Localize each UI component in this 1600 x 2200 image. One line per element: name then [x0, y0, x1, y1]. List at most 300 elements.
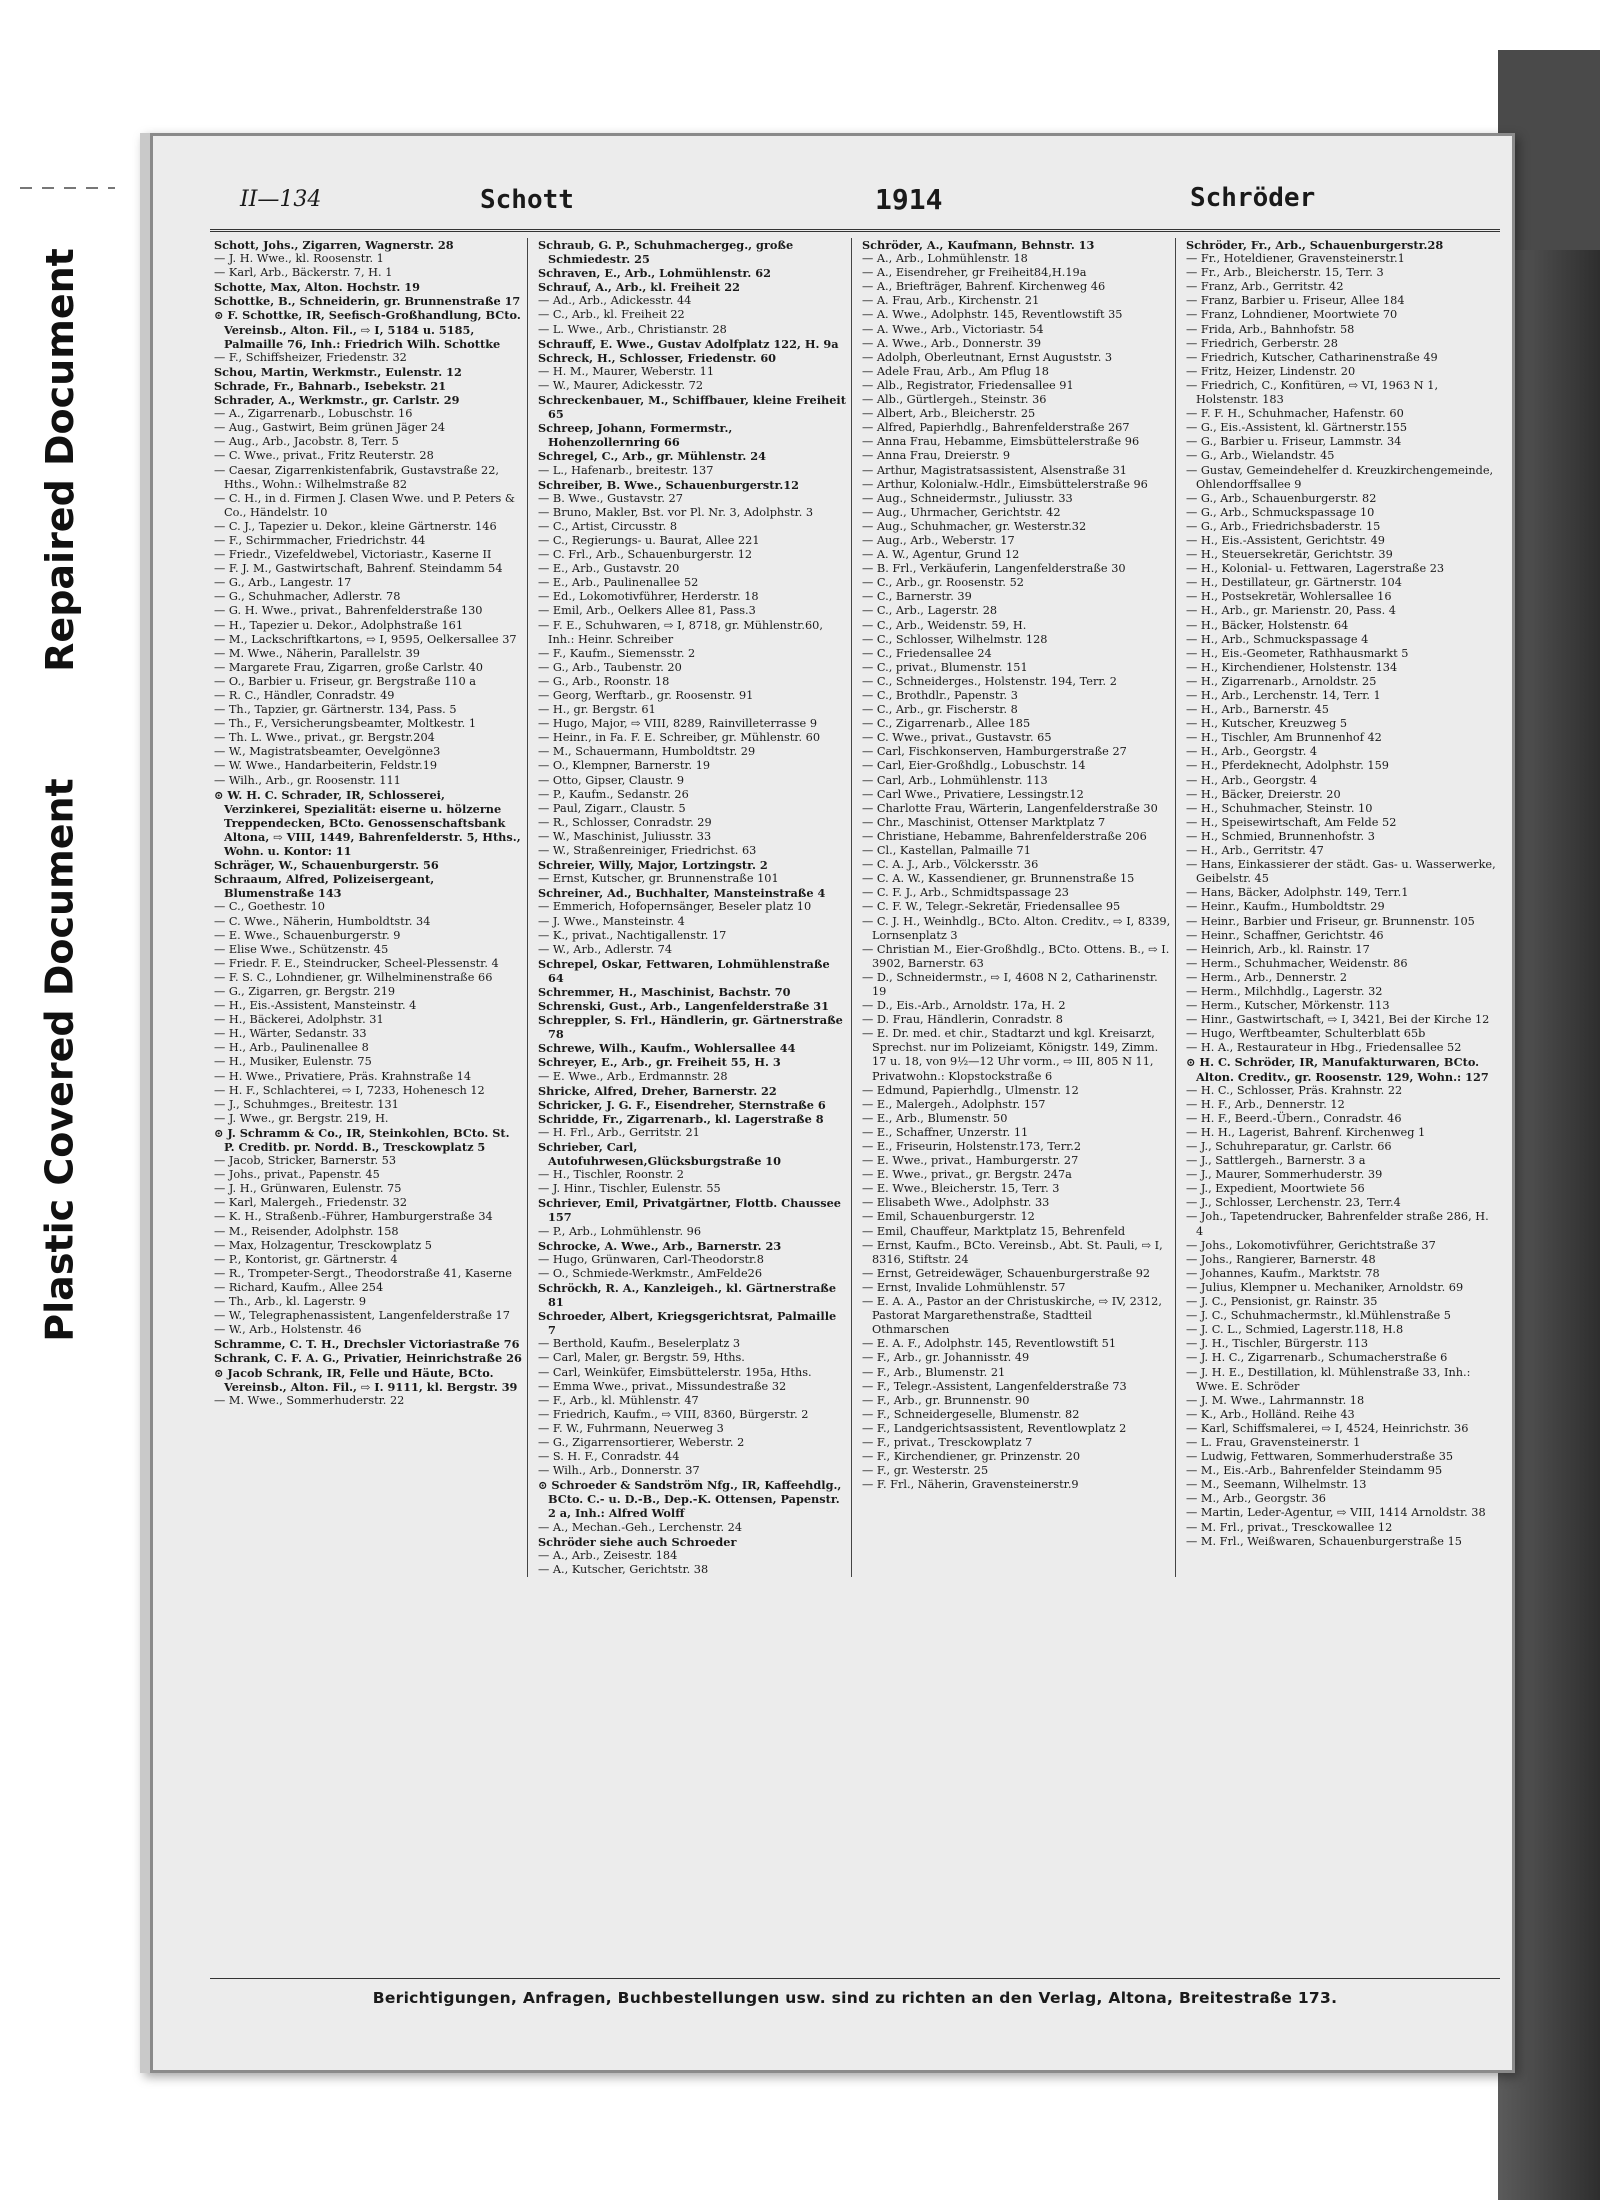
directory-entry: — F., Arb., gr. Johannisstr. 49: [862, 1351, 1030, 1365]
directory-entry: — H., Tischler, Am Brunnenhof 42: [1186, 731, 1382, 745]
directory-entry: — H. M., Maurer, Weberstr. 11: [538, 364, 715, 378]
directory-entry: — C., Schneiderges., Holstenstr. 194, Terr. 2: [862, 674, 1117, 688]
directory-entry: — J., Maurer, Sommerhuderstr. 39: [1186, 1168, 1383, 1182]
directory-entry: Schreep, Johann, Formermstr., Hohenzollernring 66: [538, 421, 733, 450]
directory-entry: — F., Telegr.-Assistent, Langenfelderstraße 73: [862, 1379, 1127, 1393]
directory-entry: Schregel, C., Arb., gr. Mühlenstr. 24: [538, 449, 767, 464]
directory-entry: — H., Kirchendiener, Holstenstr. 134: [1186, 660, 1398, 674]
directory-entry: — B. Wwe., Gustavstr. 27: [538, 491, 683, 505]
directory-entry: — Aug., Schneidermstr., Juliusstr. 33: [862, 491, 1073, 505]
directory-entry: — M. Frl., privat., Tresckowallee 12: [1186, 1520, 1393, 1534]
directory-entry: Schröckh, R. A., Kanzleigeh., kl. Gärtnerstraße 81: [538, 1280, 837, 1310]
directory-entry: — Ludwig, Fettwaren, Sommerhuderstraße 35: [1186, 1450, 1454, 1464]
directory-entry: — Bruno, Makler, Bst. vor Pl. Nr. 3, Adolphstr. 3: [538, 505, 814, 519]
directory-entry: Schrade, Fr., Bahnarb., Isebekstr. 21: [214, 378, 447, 393]
directory-entry: — R., Trompeter-Sergt., Theodorstraße 41, Kaserne: [214, 1266, 512, 1280]
directory-entry: — Franz, Arb., Gerritstr. 42: [1186, 280, 1344, 294]
directory-entry: — E., Arb., Paulinenallee 52: [538, 576, 699, 590]
directory-entry: — C. A. W., Kassendiener, gr. Brunnenstraße 15: [862, 872, 1135, 886]
directory-entry: — Hans, Bäcker, Adolphstr. 149, Terr.1: [1186, 886, 1409, 900]
directory-entry: — P., Kaufm., Sedanstr. 26: [538, 787, 689, 801]
directory-entry: — H., Bäcker, Holstenstr. 64: [1186, 618, 1349, 632]
directory-entry: — G., Eis.-Assistent, kl. Gärtnerstr.155: [1186, 421, 1408, 435]
directory-entry: — F., Schirmmacher, Friedrichstr. 44: [214, 533, 426, 547]
directory-entry: — F., Landgerichtsassistent, Reventlowplatz 2: [862, 1421, 1127, 1435]
directory-entry: — G., Zigarrensortierer, Weberstr. 2: [538, 1435, 745, 1449]
directory-entry: Schreiber, B. Wwe., Schauenburgerstr.12: [538, 477, 800, 492]
directory-entry: — Heinr., Barbier und Friseur, gr. Brunnenstr. 105: [1186, 914, 1475, 928]
directory-entry: — C. Wwe., privat., Fritz Reuterstr. 28: [214, 449, 434, 463]
directory-entry: — H., Arb., Georgstr. 4: [1186, 773, 1318, 787]
directory-entry: — Herm., Arb., Dennerstr. 2: [1186, 970, 1348, 984]
directory-entry: — Adele Frau, Arb., Am Pflug 18: [862, 364, 1049, 378]
directory-entry: — M., Lackschriftkartons, ⇨ I, 9595, Oelkersallee 37: [214, 632, 517, 646]
directory-entry: — H. F., Arb., Dennerstr. 12: [1186, 1097, 1345, 1111]
directory-entry: — Karl, Schiffsmalerei, ⇨ I, 4524, Heinrichstr. 36: [1186, 1421, 1469, 1435]
directory-entry: — C., Artist, Circusstr. 8: [538, 519, 678, 533]
directory-entry: — K. H., Straßenb.-Führer, Hamburgerstraße 34: [214, 1210, 493, 1224]
directory-entry: — R. C., Händler, Conradstr. 49: [214, 689, 395, 702]
directory-entry: — Karl, Arb., Bäckerstr. 7, H. 1: [214, 266, 393, 280]
page-header: [210, 183, 1500, 232]
directory-entry: — H., Kolonial- u. Fettwaren, Lagerstraße 23: [1186, 562, 1445, 576]
directory-entry: — D., Schneidermstr., ⇨ I, 4608 N 2, Catharinenstr. 19: [862, 970, 1158, 998]
directory-entry: Schrocke, A. Wwe., Arb., Barnerstr. 23: [538, 1238, 782, 1253]
directory-entry: — Friedrich, Kutscher, Catharinenstraße 49: [1186, 350, 1438, 364]
directory-entry: — Emil, Chauffeur, Marktplatz 15, Behrenfeld: [862, 1224, 1126, 1238]
directory-entry: — H., Schuhmacher, Steinstr. 10: [1186, 801, 1373, 815]
directory-entry: — O., Klempner, Barnerstr. 19: [538, 759, 711, 773]
directory-entry: — F. E., Schuhwaren, ⇨ I, 8718, gr. Mühlenstr.60, Inh.: Heinr. Schreiber: [538, 618, 823, 646]
directory-entry: — C. Frl., Arb., Schauenburgerstr. 12: [538, 548, 753, 562]
directory-entry: — D., Eis.-Arb., Arnoldstr. 17a, H. 2: [862, 999, 1066, 1013]
directory-entry: — Aug., Uhrmacher, Gerichtstr. 42: [862, 505, 1061, 519]
directory-entry: — L., Hafenarb., breitestr. 137: [538, 463, 714, 477]
directory-entry: ⊙ H. C. Schröder, IR, Manufakturwaren, BCto. Alton. Creditv., gr. Roosenstr. 129, Wohn.: 127: [1186, 1055, 1489, 1084]
directory-entry: — F., Arb., gr. Brunnenstr. 90: [862, 1393, 1030, 1407]
directory-entry: — Carl, Weinküfer, Eimsbüttelerstr. 195a, Hths.: [538, 1365, 812, 1379]
directory-entry: — Franz, Barbier u. Friseur, Allee 184: [1186, 294, 1405, 308]
directory-entry: — C., Zigarrenarb., Allee 185: [862, 717, 1031, 731]
directory-entry: — K., privat., Nachtigallenstr. 17: [538, 928, 727, 942]
directory-entry: — W., Arb., Adlerstr. 74: [538, 942, 673, 956]
directory-entry: ⊙ J. Schramm & Co., IR, Steinkohlen, BCto. St. P. Creditb. pr. Nordd. B., Tresckowplatz 5: [214, 1125, 510, 1154]
directory-entry: — Berthold, Kaufm., Beselerplatz 3: [538, 1337, 741, 1351]
directory-entry: — Fritz, Heizer, Lindenstr. 20: [1186, 364, 1356, 378]
directory-entry: — A. Wwe., Arb., Donnerstr. 39: [862, 336, 1042, 350]
directory-entry: — Christian M., Eier-Großhdlg., BCto. Ottens. B., ⇨ I. 3902, Barnerstr. 63: [862, 942, 1170, 970]
directory-entry: — H., Eis.-Geometer, Rathhausmarkt 5: [1186, 646, 1409, 660]
directory-entry: — Arthur, Magistratsassistent, Alsenstraße 31: [862, 463, 1127, 477]
directory-entry: — G., Arb., Taubenstr. 20: [538, 660, 682, 674]
directory-entry: — Julius, Klempner u. Mechaniker, Arnoldstr. 69: [1186, 1280, 1464, 1294]
page-number: II—134: [240, 187, 322, 212]
directory-entry: — Emil, Arb., Oelkers Allee 81, Pass.3: [538, 604, 756, 618]
directory-entry: Schröder, Fr., Arb., Schauenburgerstr.28: [1186, 238, 1444, 252]
margin-dashes: [20, 187, 115, 189]
directory-entry: — Emmerich, Hofopernsänger, Beseler platz 10: [538, 900, 812, 914]
directory-entry: — Hinr., Gastwirtschaft, ⇨ I, 3421, Bei der Kirche 12: [1186, 1013, 1490, 1027]
directory-entry: — Carl, Fischkonserven, Hamburgerstraße 27: [862, 745, 1127, 759]
directory-entry: — F., Arb., kl. Mühlenstr. 47: [538, 1393, 699, 1407]
directory-entry: — P., Kontorist, gr. Gärtnerstr. 4: [214, 1252, 398, 1266]
directory-entry: — C. F. W., Telegr.-Sekretär, Friedensallee 95: [862, 900, 1121, 914]
directory-entry: — Anna Frau, Dreierstr. 9: [862, 449, 1011, 463]
directory-entry: — Georg, Werftarb., gr. Roosenstr. 91: [538, 689, 754, 702]
directory-entry: — F., gr. Westerstr. 25: [862, 1464, 989, 1478]
directory-entry: — Gustav, Gemeindehelfer d. Kreuzkirchengemeinde, Ohlendorffsallee 9: [1186, 463, 1494, 491]
directory-entry: — C., Arb., Weidenstr. 59, H.: [862, 618, 1027, 632]
directory-entry: — Fr., Hoteldiener, Gravensteinerstr.1: [1186, 252, 1405, 266]
directory-entry: — Edmund, Papierhdlg., Ulmenstr. 12: [862, 1083, 1079, 1097]
directory-entry: — E., Malergeh., Adolphstr. 157: [862, 1097, 1046, 1111]
directory-entry: — Emil, Schauenburgerstr. 12: [862, 1210, 1035, 1224]
directory-entry: — H., Postsekretär, Wohlersallee 16: [1186, 590, 1392, 604]
directory-entry: Schottke, B., Schneiderin, gr. Brunnenstraße 17: [214, 294, 521, 309]
directory-entry: — J. C. L., Schmied, Lagerstr.118, H.8: [1186, 1323, 1404, 1337]
directory-entry: — H., Eis.-Assistent, Mansteinstr. 4: [214, 999, 417, 1013]
directory-entry: Schremmer, H., Maschinist, Bachstr. 70: [538, 984, 791, 999]
directory-entry: — E. Wwe., Bleicherstr. 15, Terr. 3: [862, 1182, 1060, 1196]
directory-entry: — A. Wwe., Arb., Victoriastr. 54: [862, 322, 1044, 336]
directory-entry: ⊙ Jacob Schrank, IR, Felle und Häute, BCto. Vereinsb., Alton. Fil., ⇨ I. 9111, kl. Bergstr. 39: [214, 1365, 518, 1394]
directory-entry: — H., Destillateur, gr. Gärtnerstr. 104: [1186, 576, 1402, 590]
directory-entry: — C. H., in d. Firmen J. Clasen Wwe. und P. Peters & Co., Händelstr. 10: [214, 491, 515, 519]
directory-entry: — M. Wwe., Sommerhuderstr. 22: [214, 1393, 405, 1407]
directory-entry: — H., Eis.-Assistent, Gerichtstr. 49: [1186, 533, 1385, 547]
directory-entry: Schou, Martin, Werkmstr., Eulenstr. 12: [214, 364, 462, 379]
directory-entry: — J., Sattlergeh., Barnerstr. 3 a: [1186, 1154, 1366, 1168]
directory-entry: — Ernst, Kutscher, gr. Brunnenstraße 101: [538, 872, 779, 886]
directory-entry: — F., Schiffsheizer, Friedenstr. 32: [214, 350, 407, 364]
directory-entry: — W., Magistratsbeamter, Oevelgönne3: [214, 745, 441, 759]
directory-entry: — C., Schlosser, Wilhelmstr. 128: [862, 632, 1048, 646]
directory-entry: — D. Frau, Händlerin, Conradstr. 8: [862, 1013, 1063, 1027]
directory-entry: — Heinr., in Fa. F. E. Schreiber, gr. Mühlenstr. 60: [538, 731, 821, 745]
directory-entry: — J. Hinr., Tischler, Eulenstr. 55: [538, 1182, 721, 1196]
directory-entry: — Otto, Gipser, Claustr. 9: [538, 773, 685, 787]
directory-entry: — G., Arb., Langestr. 17: [214, 576, 352, 590]
directory-entry: — A., Zigarrenarb., Lobuschstr. 16: [214, 407, 413, 421]
directory-entry: — Caesar, Zigarrenkistenfabrik, Gustavstraße 22, Hths., Wohn.: Wilhelmstraße 82: [214, 463, 499, 491]
directory-entry: — C., Barnerstr. 39: [862, 590, 972, 604]
directory-entry: — Karl, Malergeh., Friedenstr. 32: [214, 1196, 408, 1210]
directory-entry: Schreyer, E., Arb., gr. Freiheit 55, H. 3: [538, 1055, 781, 1070]
directory-entry: — Hans, Einkassierer der städt. Gas- u. Wasserwerke, Geibelstr. 45: [1186, 858, 1496, 886]
directory-entry: — H., Steuersekretär, Gerichtstr. 39: [1186, 548, 1393, 562]
directory-entry: — J. Wwe., Mansteinstr. 4: [538, 914, 685, 928]
directory-entry: Schräger, W., Schauenburgerstr. 56: [214, 858, 439, 873]
column-2: [534, 238, 852, 1577]
directory-entry: — S. H. F., Conradstr. 44: [538, 1450, 680, 1464]
directory-entry: — M., Schauermann, Humboldtstr. 29: [538, 745, 756, 759]
directory-entry: — Martin, Leder-Agentur, ⇨ VIII, 1414 Arnoldstr. 38: [1186, 1506, 1486, 1520]
directory-entry: — Th., Tapzier, gr. Gärtnerstr. 134, Pass. 5: [214, 703, 457, 717]
directory-entry: — H. F., Beerd.-Übern., Conradstr. 46: [1186, 1111, 1402, 1125]
directory-entry: — Ernst, Kaufm., BCto. Vereinsb., Abt. St. Pauli, ⇨ I, 8316, Stiftstr. 24: [862, 1238, 1163, 1266]
directory-entry: — G., Arb., Schauenburgerstr. 82: [1186, 491, 1377, 505]
directory-entry: Schroeder, Albert, Kriegsgerichtsrat, Palmaille 7: [538, 1309, 837, 1338]
directory-entry: — J., Schuhreparatur, gr. Carlstr. 66: [1186, 1140, 1392, 1153]
directory-entry: — M., Eis.-Arb., Bahrenfelder Steindamm 95: [1186, 1464, 1443, 1478]
directory-entry: Schotte, Max, Alton. Hochstr. 19: [214, 280, 420, 295]
directory-entry: — H., Arb., Georgstr. 4: [1186, 745, 1318, 759]
directory-entry: — Paul, Zigarr., Claustr. 5: [538, 801, 686, 815]
directory-entry: — Heinr., Kaufm., Humboldtstr. 29: [1186, 900, 1385, 914]
directory-entry: — H. H., Lagerist, Bahrenf. Kirchenweg 1: [1186, 1125, 1426, 1139]
directory-entry: — J., Schuhmges., Breitestr. 131: [214, 1097, 399, 1111]
directory-entry: — H. A., Restaurateur in Hbg., Friedensallee 52: [1186, 1041, 1462, 1055]
directory-entry: — J. H., Tischler, Bürgerstr. 113: [1186, 1337, 1369, 1351]
directory-entry: — Elisabeth Wwe., Adolphstr. 33: [862, 1196, 1050, 1210]
directory-entry: — Johannes, Kaufm., Marktstr. 78: [1186, 1266, 1380, 1280]
directory-entry: Schraven, E., Arb., Lohmühlenstr. 62: [538, 266, 772, 281]
directory-entry: — Friedrich, Gerberstr. 28: [1186, 336, 1338, 350]
header-year: 1914: [875, 183, 943, 216]
directory-entry: — J. Wwe., gr. Bergstr. 219, H.: [214, 1111, 389, 1125]
directory-entry: — C., Goethestr. 10: [214, 900, 325, 914]
directory-entry: — E., Arb., Gustavstr. 20: [538, 562, 680, 576]
header-left-keyword: Schott: [480, 185, 574, 215]
directory-entry: — H., Arb., gr. Marienstr. 20, Pass. 4: [1186, 604, 1396, 618]
directory-entry: — L. Wwe., Arb., Christianstr. 28: [538, 322, 727, 336]
directory-entry: — H. F., Schlachterei, ⇨ I, 7233, Hohenesch 12: [214, 1083, 485, 1097]
repaired-document-sticker: [0, 180, 120, 740]
directory-entry: — M., Arb., Georgstr. 36: [1186, 1492, 1326, 1506]
directory-entry: — Alb., Registrator, Friedensallee 91: [862, 378, 1074, 392]
directory-entry: — C. Wwe., Näherin, Humboldtstr. 34: [214, 914, 431, 928]
directory-entry: — C., Friedensallee 24: [862, 646, 992, 660]
directory-entry: — W., Maschinist, Juliusstr. 33: [538, 829, 712, 843]
header-right-keyword: Schröder: [1190, 183, 1316, 213]
directory-entry: — E. Wwe., Arb., Erdmannstr. 28: [538, 1069, 728, 1083]
directory-entry: Schraub, G. P., Schuhmachergeg., große Schmiedestr. 25: [538, 238, 794, 267]
directory-columns: [210, 238, 1500, 1577]
directory-entry: — Ernst, Invalide Lohmühlenstr. 57: [862, 1280, 1066, 1294]
directory-entry: — Th., Arb., kl. Lagerstr. 9: [214, 1295, 367, 1309]
directory-entry: Schreiner, Ad., Buchhalter, Mansteinstraße 4: [538, 886, 826, 901]
directory-entry: — Arthur, Kolonialw.-Hdlr., Eimsbüttelerstraße 96: [862, 477, 1148, 491]
directory-entry: — A., Briefträger, Bahrenf. Kirchenweg 46: [862, 280, 1106, 294]
directory-entry: Schrieber, Carl, Autofuhrwesen,Glücksburgstraße 10: [538, 1140, 782, 1169]
directory-entry: — H. Wwe., Privatiere, Präs. Krahnstraße 14: [214, 1069, 472, 1083]
directory-entry: Schrauf, A., Arb., kl. Freiheit 22: [538, 280, 740, 295]
directory-entry: — Johs., privat., Papenstr. 45: [214, 1168, 380, 1182]
directory-entry: — F., Kirchendiener, gr. Prinzenstr. 20: [862, 1450, 1081, 1464]
directory-entry: — A., Eisendreher, gr Freiheit84,H.19a: [862, 266, 1087, 280]
directory-entry: — Fr., Arb., Bleicherstr. 15, Terr. 3: [1186, 266, 1384, 280]
directory-entry: Schröder, A., Kaufmann, Behnstr. 13: [862, 238, 1095, 252]
column-3: [858, 238, 1176, 1577]
directory-entry: — Friedrich, C., Konfitüren, ⇨ VI, 1963 N 1, Holstenstr. 183: [1186, 378, 1439, 407]
directory-entry: — W., Telegraphenassistent, Langenfelderstraße 17: [214, 1309, 510, 1323]
directory-entry: Schrauff, E. Wwe., Gustav Adolfplatz 122, H. 9a: [538, 336, 839, 351]
directory-entry: — F., Arb., Blumenstr. 21: [862, 1365, 1006, 1379]
directory-entry: — W., Maurer, Adickesstr. 72: [538, 378, 704, 392]
directory-entry: — E., Schaffner, Unzerstr. 11: [862, 1125, 1029, 1139]
directory-entry: — O., Schmiede-Werkmstr., AmFelde26: [538, 1266, 763, 1280]
directory-entry: — F. W., Fuhrmann, Neuerweg 3: [538, 1421, 724, 1435]
directory-entry: — Carl, Eier-Großhdlg., Lobuschstr. 14: [862, 759, 1086, 773]
directory-entry: — F., privat., Tresckowplatz 7: [862, 1435, 1033, 1449]
directory-entry: — Heinr., Schaffner, Gerichtstr. 46: [1186, 928, 1384, 942]
directory-entry: — J., Expedient, Moortwiete 56: [1186, 1182, 1365, 1196]
directory-entry: ⊙ F. Schottke, IR, Seefisch-Großhandlung, BCto. Vereinsb., Alton. Fil., ⇨ I, 5184 u. 5185, Palmaille 76, Inh.: Friedrich Wilh. Schottke: [214, 308, 521, 351]
directory-entry: — H., Wärter, Sedanstr. 33: [214, 1027, 367, 1041]
directory-entry: — F. S. C., Lohndiener, gr. Wilhelminenstraße 66: [214, 970, 493, 984]
directory-entry: — H., Tapezier u. Dekor., Adolphstraße 161: [214, 618, 464, 632]
directory-entry: — Ad., Arb., Adickesstr. 44: [538, 294, 692, 308]
directory-entry: — Aug., Gastwirt, Beim grünen Jäger 24: [214, 421, 446, 435]
directory-entry: — Hugo, Werftbeamter, Schulterblatt 65b: [1186, 1027, 1426, 1041]
directory-entry: — Th. L. Wwe., privat., gr. Bergstr.204: [214, 731, 435, 745]
directory-entry: — G., Arb., Wielandstr. 45: [1186, 449, 1335, 463]
directory-entry: — C. A. J., Arb., Völckersstr. 36: [862, 858, 1039, 872]
directory-entry: Schrank, C. F. A. G., Privatier, Heinrichstraße 26: [214, 1351, 522, 1366]
directory-entry: — E., Friseurin, Holstenstr.173, Terr.2: [862, 1140, 1082, 1153]
directory-entry: — C., Brothdlr., Papenstr. 3: [862, 689, 1018, 702]
directory-entry: — M. Frl., Weißwaren, Schauenburgerstraße 15: [1186, 1534, 1462, 1548]
directory-entry: Schreck, H., Schlosser, Friedenstr. 60: [538, 350, 777, 365]
directory-entry: — Cl., Kastellan, Palmaille 71: [862, 844, 1031, 858]
directory-entry: — G., Schuhmacher, Adlerstr. 78: [214, 590, 401, 604]
directory-entry: — C. Wwe., privat., Gustavstr. 65: [862, 731, 1052, 745]
directory-entry: — H., Arb., Barnerstr. 45: [1186, 703, 1329, 717]
directory-entry: Schrewe, Wilh., Kaufm., Wohlersallee 44: [538, 1041, 796, 1056]
directory-entry: — J. M. Wwe., Lahrmannstr. 18: [1186, 1393, 1365, 1407]
directory-entry: — H., gr. Bergstr. 61: [538, 703, 656, 717]
directory-entry: — G., Arb., Friedrichsbaderstr. 15: [1186, 519, 1381, 533]
directory-entry: — E., Arb., Blumenstr. 50: [862, 1111, 1008, 1125]
directory-entry: — K., Arb., Holländ. Reihe 43: [1186, 1407, 1355, 1421]
directory-entry: Schreppler, S. Frl., Händlerin, gr. Gärtnerstraße 78: [538, 1013, 843, 1042]
directory-entry: — J. H. C., Zigarrenarb., Schumacherstraße 6: [1186, 1351, 1448, 1365]
directory-entry: — Alb., Gürtlergeh., Steinstr. 36: [862, 393, 1047, 407]
directory-entry: — H. Frl., Arb., Gerritstr. 21: [538, 1125, 700, 1139]
column-1: [210, 238, 528, 1577]
directory-entry: — Johs., Rangierer, Barnerstr. 48: [1186, 1252, 1376, 1266]
plastic-covered-sticker: [0, 760, 120, 1360]
directory-entry: — M., Reisender, Adolphstr. 158: [214, 1224, 399, 1238]
directory-entry: — H., Arb., Gerritstr. 47: [1186, 844, 1324, 858]
directory-entry: — C., Arb., gr. Fischerstr. 8: [862, 703, 1018, 717]
directory-entry: — L. Frau, Gravensteinerstr. 1: [1186, 1435, 1361, 1449]
directory-entry: — O., Barbier u. Friseur, gr. Bergstraße 110 a: [214, 674, 477, 688]
directory-entry: — Ernst, Getreidewäger, Schauenburgerstraße 92: [862, 1266, 1151, 1280]
directory-entry: — Anna Frau, Hebamme, Eimsbüttelerstraße 96: [862, 435, 1140, 449]
directory-entry: — F. J. M., Gastwirtschaft, Bahrenf. Steindamm 54: [214, 562, 503, 576]
directory-entry: — C. J. H., Weinhdlg., BCto. Alton. Creditv., ⇨ I, 8339, Lornsenplatz 3: [862, 914, 1171, 942]
directory-entry: — Emma Wwe., privat., Missundestraße 32: [538, 1379, 787, 1393]
directory-entry: — Wilh., Arb., Donnerstr. 37: [538, 1464, 700, 1478]
directory-entry: — Adolph, Oberleutnant, Ernst Auguststr. 3: [862, 350, 1113, 364]
directory-entry: — J. H., Grünwaren, Eulenstr. 75: [214, 1182, 402, 1196]
directory-entry: — F. Frl., Näherin, Gravensteinerstr.9: [862, 1478, 1079, 1492]
directory-entry: — Frida, Arb., Bahnhofstr. 58: [1186, 322, 1355, 336]
directory-entry: — Jacob, Stricker, Barnerstr. 53: [214, 1154, 397, 1168]
directory-entry: — W. Wwe., Handarbeiterin, Feldstr.19: [214, 759, 438, 773]
directory-entry: Schridde, Fr., Zigarrenarb., kl. Lagerstraße 8: [538, 1111, 824, 1126]
directory-entry: — A., Mechan.-Geh., Lerchenstr. 24: [538, 1520, 743, 1534]
directory-entry: — Hugo, Major, ⇨ VIII, 8289, Rainvilleterrasse 9: [538, 717, 818, 731]
directory-entry: — G., Zigarren, gr. Bergstr. 219: [214, 984, 396, 998]
directory-entry: — G., Barbier u. Friseur, Lammstr. 34: [1186, 435, 1402, 449]
directory-entry: — Aug., Arb., Weberstr. 17: [862, 533, 1015, 547]
directory-entry: — G., Arb., Schmuckspassage 10: [1186, 505, 1375, 519]
directory-entry: — Carl Wwe., Privatiere, Lessingstr.12: [862, 787, 1084, 801]
directory-entry: — H., Musiker, Eulenstr. 75: [214, 1055, 372, 1069]
directory-entry: — Christiane, Hebamme, Bahrenfelderstraße 206: [862, 829, 1147, 843]
directory-entry: — A., Kutscher, Gerichtstr. 38: [538, 1562, 709, 1576]
directory-entry: — Carl, Maler, gr. Bergstr. 59, Hths.: [538, 1351, 745, 1365]
directory-entry: Schricker, J. G. F., Eisendreher, Sternstraße 6: [538, 1097, 826, 1112]
directory-entry: — J., Schlosser, Lerchenstr. 23, Terr.4: [1186, 1196, 1401, 1210]
directory-entry: — H., Tischler, Roonstr. 2: [538, 1168, 684, 1182]
directory-entry: — Friedr., Vizefeldwebel, Victoriastr., Kaserne II: [214, 548, 492, 562]
directory-entry: — H., Schmied, Brunnenhofstr. 3: [1186, 829, 1375, 843]
directory-entry: — P., Arb., Lohmühlenstr. 96: [538, 1224, 702, 1238]
column-4: [1182, 238, 1500, 1577]
directory-entry: — A. Frau, Arb., Kirchenstr. 21: [862, 294, 1040, 308]
plastic-covered-label: Plastic Covered Document: [38, 778, 83, 1342]
directory-entry: — Friedrich, Kaufm., ⇨ VIII, 8360, Bürgerstr. 2: [538, 1407, 809, 1421]
directory-entry: — J. C., Schuhmachermstr., kl.Mühlenstraße 5: [1186, 1309, 1451, 1323]
directory-entry: — W., Arb., Holstenstr. 46: [214, 1323, 362, 1337]
directory-entry: — H., Arb., Lerchenstr. 14, Terr. 1: [1186, 689, 1381, 702]
directory-entry: — A., Arb., Zeisestr. 184: [538, 1548, 678, 1562]
directory-entry: — Hugo, Grünwaren, Carl-Theodorstr.8: [538, 1252, 764, 1266]
directory-entry: — C. J., Tapezier u. Dekor., kleine Gärtnerstr. 146: [214, 519, 497, 533]
directory-entry: — J. H. Wwe., kl. Roosenstr. 1: [214, 252, 384, 266]
directory-entry: — R., Schlosser, Conradstr. 29: [538, 815, 712, 829]
directory-entry: — Alfred, Papierhdlg., Bahrenfelderstraße 267: [862, 421, 1130, 435]
directory-entry: Schriever, Emil, Privatgärtner, Flottb. Chaussee 157: [538, 1196, 841, 1225]
directory-entry: — H., Kutscher, Kreuzweg 5: [1186, 717, 1348, 731]
directory-entry: — C., Arb., gr. Roosenstr. 52: [862, 576, 1024, 590]
directory-entry: — E. A. A., Pastor an der Christuskirche, ⇨ IV, 2312, Pastorat Margarethenstraße, Stadtteil Othmarschen: [862, 1295, 1162, 1337]
directory-page: [140, 133, 1515, 2073]
directory-entry: — E. A. F., Adolphstr. 145, Reventlowstift 51: [862, 1337, 1117, 1351]
directory-entry: — H., Speisewirtschaft, Am Felde 52: [1186, 815, 1397, 829]
directory-entry: — Th., F., Versicherungsbeamter, Moltkestr. 1: [214, 717, 477, 731]
directory-entry: — C., Arb., kl. Freiheit 22: [538, 308, 685, 322]
directory-entry: — E. Wwe., privat., gr. Bergstr. 247a: [862, 1168, 1072, 1182]
directory-entry: — Albert, Arb., Bleicherstr. 25: [862, 407, 1036, 421]
directory-entry: — C., privat., Blumenstr. 151: [862, 660, 1028, 674]
directory-entry: — G., Arb., Roonstr. 18: [538, 674, 670, 688]
directory-entry: — Richard, Kaufm., Allee 254: [214, 1280, 384, 1294]
directory-entry: Schrader, A., Werkmstr., gr. Carlstr. 29: [214, 393, 460, 408]
directory-entry: — Carl, Arb., Lohmühlenstr. 113: [862, 773, 1048, 787]
directory-entry: — C., Arb., Lagerstr. 28: [862, 604, 998, 618]
directory-entry: — Franz, Lohndiener, Moortwiete 70: [1186, 308, 1398, 322]
directory-entry: — Herm., Milchhdlg., Lagerstr. 32: [1186, 984, 1383, 998]
publisher-footer: Berichtigungen, Anfragen, Buchbestellungen usw. sind zu richten an den Verlag, Altona, Breitestraße 173.: [210, 1978, 1500, 2007]
directory-entry: — H., Bäcker, Dreierstr. 20: [1186, 787, 1341, 801]
directory-entry: — H., Bäckerei, Adolphstr. 31: [214, 1013, 384, 1027]
directory-entry: — Aug., Schuhmacher, gr. Westerstr.32: [862, 519, 1087, 533]
directory-entry: — Ed., Lokomotivführer, Herderstr. 18: [538, 590, 759, 604]
directory-entry: — Chr., Maschinist, Ottenser Marktplatz 7: [862, 815, 1106, 829]
directory-entry: — Elise Wwe., Schützenstr. 45: [214, 942, 389, 956]
directory-entry: Schreckenbauer, M., Schiffbauer, kleine Freiheit 65: [538, 393, 846, 422]
directory-entry: — E. Wwe., Schauenburgerstr. 9: [214, 928, 401, 942]
directory-entry: — Max, Holzagentur, Tresckowplatz 5: [214, 1238, 432, 1252]
directory-entry: — W., Straßenreiniger, Friedrichst. 63: [538, 844, 757, 858]
directory-entry: Schröder siehe auch Schroeder: [538, 1534, 737, 1549]
directory-entry: ⊙ Schroeder & Sandström Nfg., IR, Kaffeehdlg., BCto. C.- u. D.-B., Dep.-K. Ottensen, Papenstr. 2 a, Inh.: Alfred Wolff: [538, 1478, 842, 1521]
directory-entry: Shricke, Alfred, Dreher, Barnerstr. 22: [538, 1083, 777, 1098]
